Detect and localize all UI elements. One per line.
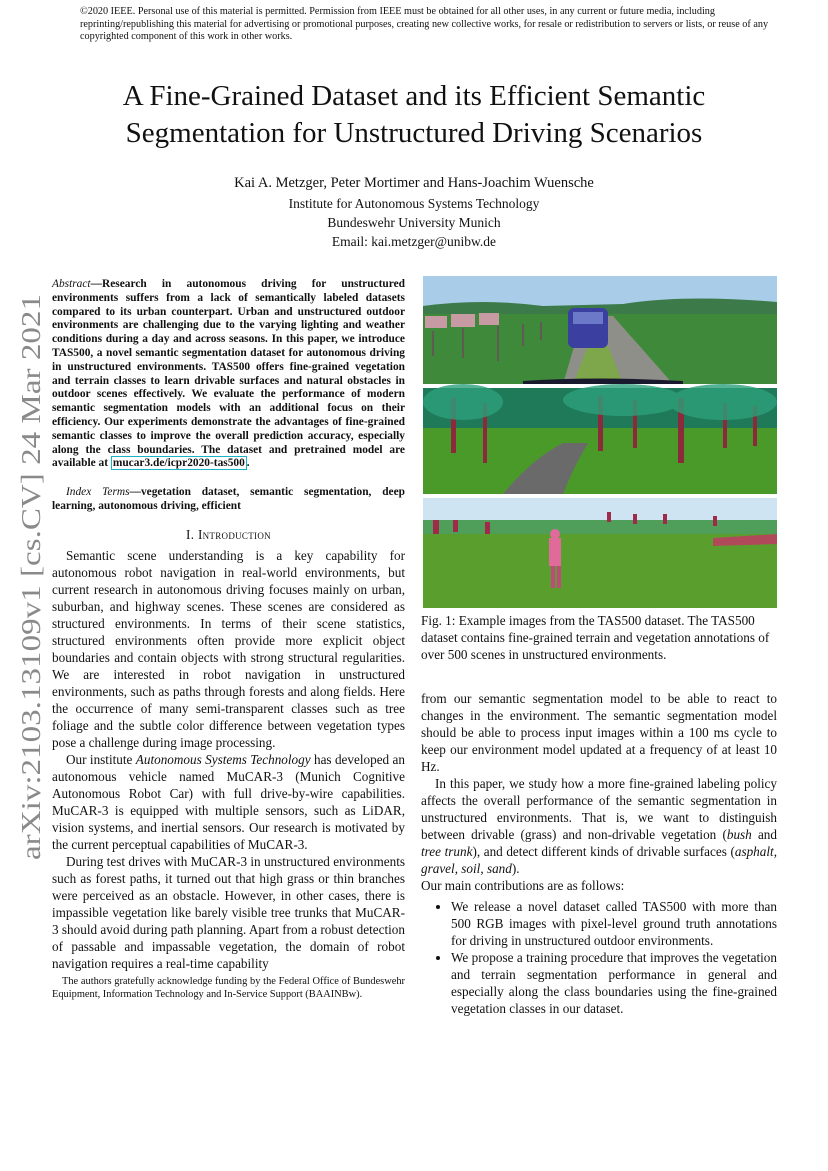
author-email: Email: kai.metzger@unibw.de (331, 234, 497, 249)
term-gravel: gravel (421, 861, 455, 876)
rp1-a: from our semantic segmentation model to be able to react to changes in the environment. The semantic segmentation model should be able to process input images within a (421, 691, 777, 740)
right-column-body (421, 690, 777, 1017)
funding-footnote (52, 975, 405, 1001)
author-institute: Institute for Autonomous Systems Technology (288, 196, 540, 211)
section-title: Introduction (197, 527, 271, 542)
intro-paragraph-1: Semantic scene understanding is a key capability for autonomous robot navigation in real-world environments, but current research in autonomous driving focuses mainly on urban, suburban, and highway scenes. These scenes are considered as structured environments. In terms of their scene statistics, structured environments often provide more explicit object boundaries and contain objects with strong structural regularities. We are interested in robot navigation in unstructured environments, such as paths through forests and along fields. Here the occurrence of many semi-transparent classes such as tree foliage and the subtle color difference between vegetation types pose a challenge during image processing. (52, 548, 405, 750)
rp2-c: ), and detect different kinds of drivable surfaces ( (472, 844, 735, 859)
contributions-intro: Our main contributions are as follows: (421, 878, 625, 893)
c2-a: We propose a training procedure that improves the vegetation and terrain segmentation performance in general and especially along the class boundaries using the fine-grained vegetation classes in our dataset. (451, 950, 777, 1016)
rp1-c: . (436, 759, 440, 774)
intro-p2-text-b: has developed an autonomous vehicle named MuCAR-3 (Munich Cognitive Autonomous Robot Car) with full drive-by-wire capabilities. MuCAR-3 is equipped with multiple sensors, such as LiDAR, vision systems, and inertial sensors. Our research is motivated by the current perceptual capabilities of MuCAR-3. (52, 752, 405, 852)
institute-name: Autonomous Systems Technology (135, 752, 311, 767)
intro-paragraph-2 (52, 751, 405, 853)
term-asphalt: asphalt (734, 844, 774, 859)
right-paragraph-2 (421, 775, 777, 877)
copyright-notice: ©2020 IEEE. Personal use of this material is permitted. Permission from IEEE must be obtained for all other uses, in any current or future media, including reprinting/republishing this material for advertising or promotional purposes, creating new collective works, for resale or redistribution to servers or lists, or reuse of any copyrighted component of this work in other works. (80, 6, 769, 43)
dataset-link[interactable]: mucar3.de/icpr2020-tas500 (112, 457, 245, 470)
index-terms-text: —vegetation dataset, semantic segmentation, deep learning, autonomous driving, efficient (52, 486, 405, 512)
term-tree-trunk: tree trunk (421, 844, 473, 859)
figure-1 (423, 276, 777, 608)
contributions-list (421, 898, 777, 1017)
intro-p2-text-a: Our institute (66, 752, 136, 767)
contribution-item-2 (451, 949, 777, 1017)
term-sand: sand (486, 861, 512, 876)
introduction-body (52, 547, 405, 972)
title-line-2: Segmentation for Unstructured Driving Scenarios (125, 117, 703, 149)
contribution-item-1 (451, 898, 777, 949)
example-image-forest (423, 384, 777, 494)
example-image-field (423, 498, 777, 608)
rp1-b: cycle to keep our environment model updated at a frequency of at least (421, 725, 777, 757)
figure-images (423, 276, 777, 608)
intro-paragraph-3: During test drives with MuCAR-3 in unstructured environments such as forest paths, it turned out that high grass or thin branches were perceived as an obstacle. However, in other cases, there is impassible vegetation like barely visible tree trunks that MuCAR-3 should avoid during path planning. Apart from a robust detection of passable and impassable vegetation, the domain of robot navigation requires a real-time capability (52, 854, 405, 971)
index-terms-label: Index Terms (66, 486, 130, 498)
abstract-end: . (246, 457, 250, 470)
arxiv-stamp-text: arXiv:2103.13109v1 [cs.CV] 24 Mar 2021 (16, 398, 46, 860)
right-paragraph-1 (421, 690, 777, 775)
section-numeral: I. (186, 527, 198, 542)
example-image-road (423, 276, 777, 384)
cycle-time: 100 ms (688, 725, 730, 740)
author-block (40, 174, 788, 251)
term-soil: soil (461, 861, 481, 876)
author-names: Kai A. Metzger, Peter Mortimer and Hans-Joachim Wuensche (234, 175, 594, 191)
abstract (52, 278, 405, 471)
abstract-text: —Research in autonomous driving for unstructured environments suffers from a lack of semantically labeled datasets compared to its urban counterpart. Urban and unstructured outdoor environments are challenging due to the varying lighting and weather conditions during a day and across seasons. In this paper, we introduce TAS500, a novel semantic segmentation dataset for autonomous driving in unstructured environments. TAS500 offers fine-grained vegetation and terrain classes to learn drivable surfaces and natural obstacles in outdoor scenes effectively. We evaluate the performance of modern semantic segmentation models with an additional focus on their efficiency. Our experiments demonstrate the advantages of fine-grained semantic classes to improve the overall prediction accuracy, especially along the class boundaries. The dataset and pretrained model are available at (52, 278, 405, 470)
c1-b: RGB images with pixel-level ground truth annotations for driving in unstructured outdoor environments. (451, 916, 777, 948)
rp2-b: and (751, 827, 777, 842)
rp2-g: ). (511, 861, 520, 876)
paper-title (40, 78, 788, 152)
person-icon (549, 538, 561, 566)
rp2-a: In this paper, we study how a more fine-grained labeling policy affects the overall performance of the semantic segmentation in unstructured environments. That is, we want to distinguish between drivable (grass) and non-drivable vegetation ( (421, 776, 777, 842)
rp2-d: , (773, 844, 777, 859)
arxiv-stamp (0, 292, 50, 862)
author-university: Bundeswehr University Munich (327, 215, 501, 230)
figure-caption: Fig. 1: Example images from the TAS500 dataset. The TAS500 dataset contains fine-grained terrain and vegetation annotations of over 500 scenes in unstructured environments. (421, 613, 770, 662)
rp2-e: , (454, 861, 462, 876)
c1-a: We release a novel dataset called TAS500 with more than (451, 899, 777, 914)
term-bush: bush (726, 827, 752, 842)
frequency: 10 Hz (421, 742, 777, 774)
abstract-label: Abstract (52, 278, 91, 290)
footnote-text: The authors gratefully acknowledge funding by the Federal Office of Bundeswehr Equipment, Information Technology and In-Service Support (BAAINBw). (52, 976, 405, 1000)
section-heading (52, 527, 405, 543)
title-line-1: A Fine-Grained Dataset and its Efficient Semantic (122, 80, 706, 112)
index-terms (52, 486, 405, 514)
image-count: 500 (451, 916, 471, 931)
rp2-f: , (480, 861, 487, 876)
